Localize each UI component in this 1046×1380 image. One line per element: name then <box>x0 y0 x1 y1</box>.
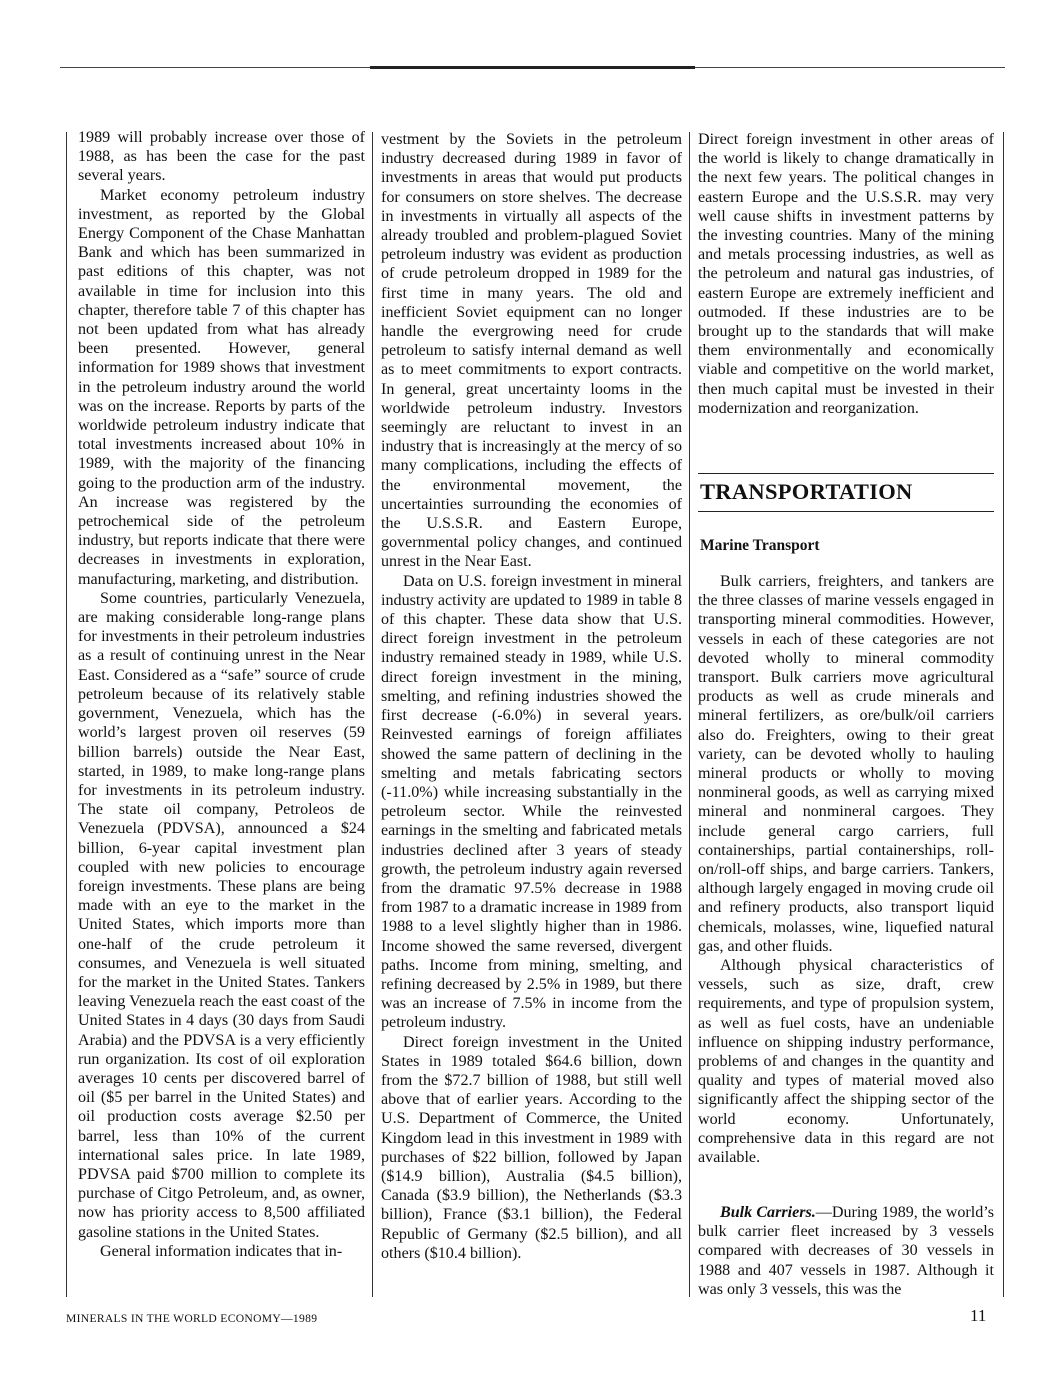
run-in-head: Bulk Carriers. <box>720 1204 816 1221</box>
bulk-carriers-block <box>698 1203 994 1299</box>
paragraph: Some countries, particularly Venezuela, are making considerable long-range plans for investments in their petroleum industries as a result of continuing unrest in the Near East. Considered as a “safe” source of crude petroleum because of its relatively stable government, Venezuela, which has the world’s largest proven oil reserves (59 billion barrels) outside the Near East, started, in 1989, to make long-range plans for investments in its petroleum industry. The state oil company, Petroleos de Venezuela (PDVSA), announced a $24 billion, 6-year capital investment plan coupled with new policies to encourage foreign investments. These plans are being made with an eye to the market in the United States, which imports more than one-half of the crude petroleum it consumes, and Venezuela is well situated for the market in the United States. Tankers leaving Venezuela reach the east coast of the United States in 4 days (30 days from Saudi Arabia) and the PDVSA is a very efficiently run organization. Its cost of oil exploration averages 10 cents per discovered barrel of oil ($5 per barrel in the United States) and oil production costs average $2.50 per barrel, less than 10% of the current international sales price. In late 1989, PDVSA paid $700 million to complete its purchase of Citgo Petroleum, and, as owner, now has priority access to 8,500 affiliated gasoline stations in the United States. <box>78 589 366 1241</box>
paragraph: Direct foreign investment in the United States in 1989 totaled $64.6 billion, down from the $72.7 billion of 1988, but still well above that of earlier years. According to the U.S. Department of Commerce, the United Kingdom lead in this investment in 1989 with purchases of $22 billion, followed by Japan ($14.9 billion), Australia ($4.5 billion), Canada ($3.9 billion), the Netherlands ($3.3 billion), France ($3.1 billion), the Federal Republic of Germany ($2.5 billion), and all others ($10.4 billion). <box>381 1033 682 1262</box>
paragraph: —During 1989, the world’s bulk carrier fleet increased by 3 vessels compared with decreases of 30 vessels in 1988 and 407 vessels in 1987. Although it was only 3 vessels, this was the <box>698 1204 994 1298</box>
paragraph: Bulk carriers, freighters, and tankers are the three classes of marine vessels engaged in transporting mineral commodities. However, vessels in each of these categories are not devoted wholly to mineral commodity transport. Bulk carriers move agricultural products as well as crude minerals and mineral fertilizers, as ore/bulk/oil carriers also do. Freighters, owing to their great variety, can be devoted wholly to hauling mineral products or wholly to moving nonmineral goods, as well as carrying mixed mineral and nonmineral cargoes. They include general cargo carriers, full containerships, partial containerships, roll-on/roll-off ships, and barge carriers. Tankers, although largely engaged in moving crude oil and refinery products, also transport liquid chemicals, molasses, wine, liquefied natural gas, and other fluids. <box>698 573 994 955</box>
paragraph: 1989 will probably increase over those of 1988, as has been the case for the past several years. <box>78 129 365 185</box>
section-rule <box>698 473 994 474</box>
column-divider <box>689 132 690 1297</box>
paragraph: Data on U.S. foreign investment in mineral industry activity are updated to 1989 in table 8 of this chapter. These data show that U.S. direct foreign investment in the petroleum industry remained steady in 1989, while U.S. direct foreign investment in the mining, smelting, and refining industries showed the first decrease (-6.0%) in several years. Reinvested earnings of foreign affiliates showed the same pattern of declining in the smelting and metals fabricating sectors (-11.0%) while increasing substantially in the petroleum sector. While the reinvested earnings in the smelting and fabricated metals industries declined after 3 years of steady growth, the petroleum industry again reversed from the dramatic 97.5% decrease in 1988 from 1987 to a dramatic increase in 1989 from 1988 to a level slightly higher than in 1986. Income showed the same reversed, divergent paths. Income from mining, smelting, and refining decreased by 2.5% in 1989, but there was an increase of 7.5% in income from the petroleum industry. <box>381 572 682 1032</box>
page-number: 11 <box>970 1306 987 1325</box>
paragraph: Market economy petroleum industry investment, as reported by the Global Energy Component of the Chase Manhattan Bank and which has been summarized in past editions of this chapter, was not available in time for inclusion into this chapter, therefore table 7 of this chapter has not been updated from what has already been presented. However, general information for 1989 shows that investment in the petroleum industry around the world was on the increase. Reports by parts of the worldwide petroleum industry indicate that total investments increased about 10% in 1989, with the majority of the financing going to the production arm of the industry. An increase was registered by the petrochemical side of the petroleum industry, but reports indicate that there were decreases in investments in exploration, manufacturing, marketing, and distribution. <box>78 186 365 588</box>
paragraph: Although physical characteristics of vessels, such as size, draft, crew requirements, and type of propulsion system, as well as fuel costs, have an undeniable influence on shipping industry performance, problems of and changes in the quantity and quality and types of material moved also significantly affect the shipping sector of the world economy. Unfortunately, comprehensive data in this regard are not available. <box>698 957 994 1167</box>
text-column-3 <box>698 130 994 418</box>
header-rule-thick <box>370 66 695 69</box>
paragraph: Direct foreign investment in other areas of the world is likely to change dramatically in the next few years. The political changes in eastern Europe and the U.S.S.R. may very well cause shifts in investment patterns by the investing countries. Many of the mining and metals processing industries, as well as the petroleum and natural gas industries, of eastern Europe are extremely inefficient and outmoded. If these industries are to be brought up to the standards that will make them environmentally and economically viable and competitive on the world market, then much capital must be invested in their modernization and reorganization. <box>698 131 994 417</box>
paragraph: vestment by the Soviets in the petroleum industry decreased during 1989 in favor of investments in areas that would put products for consumers on store shelves. The decrease in investments in virtually all aspects of the already troubled and problem-plagued Soviet petroleum industry was evident as production of crude petroleum dropped in 1989 for the first time in many years. The old and inefficient Soviet equipment can no longer handle the evergrowing need for crude petroleum to satisfy internal demand as well as to meet commitments to export contracts. In general, great uncertainty looms in the worldwide petroleum industry. Investors seemingly are reluctant to invest in an industry that is increasingly at the mercy of so many complications, including the effects of the environmental movement, the uncertainties surrounding the economies of the U.S.S.R. and Eastern Europe, governmental policy changes, and continued unrest in the Near East. <box>381 131 682 571</box>
column-divider <box>66 132 67 1297</box>
subhead-block <box>700 536 994 555</box>
section-title: TRANSPORTATION <box>700 479 913 504</box>
column-divider <box>1003 132 1004 1297</box>
section-rule <box>698 511 994 512</box>
paragraph: General information indicates that in- <box>100 1242 343 1260</box>
text-column-1 <box>78 128 365 1261</box>
column-divider <box>372 132 373 1297</box>
text-column-2 <box>381 130 682 1263</box>
running-footer: MINERALS IN THE WORLD ECONOMY—1989 <box>66 1312 318 1325</box>
text-column-3-body <box>698 572 994 1167</box>
subhead: Marine Transport <box>700 537 820 554</box>
